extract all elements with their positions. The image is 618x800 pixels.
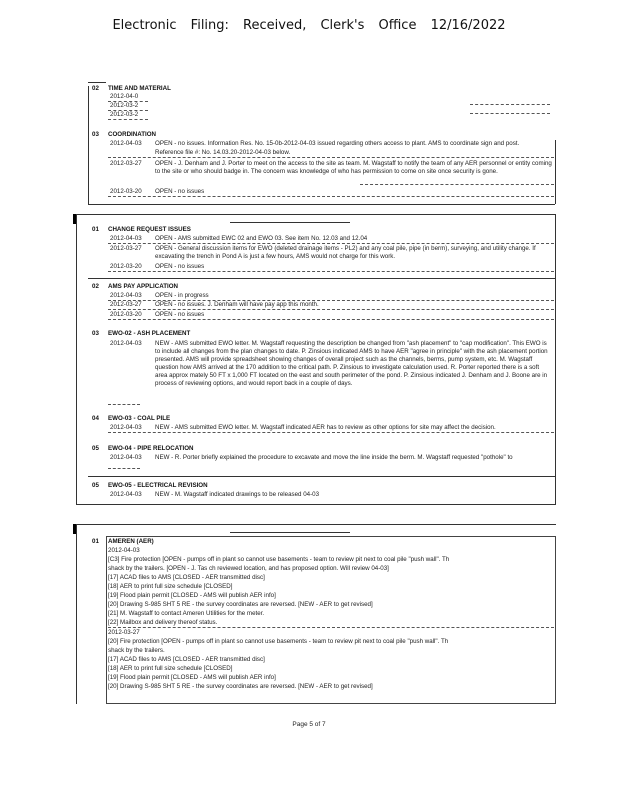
item-number: 03 (92, 131, 99, 138)
item-note: OPEN - General discussion items for EWO (deleted drainage items - PL2) and any coal pile, pipe (in berm), surveying, and utility change. If excavating the trench in Pond A is just a few hours, AMS would not charge for this work. (155, 245, 536, 260)
list-item: [C3] Fire protection [OPEN - pumps off in plant so cannot use basements - team to review pit next to coal pile "push wall". Th (108, 556, 450, 563)
list-item: [17] ACAD files to AMS [CLOSED - AER transmitted disc] (108, 574, 265, 581)
divider (108, 468, 140, 469)
section-2-bottom-rule (76, 504, 556, 505)
item-number: 01 (92, 538, 99, 545)
divider (108, 110, 148, 111)
section-1-bottom-rule (88, 204, 555, 205)
divider (88, 476, 555, 477)
page-number: Page 5 of 7 (292, 721, 326, 728)
item-note: OPEN - no issues (155, 311, 205, 318)
item-title: COORDINATION (108, 131, 157, 138)
item-number: 01 (92, 226, 99, 233)
section-1-top-rule (88, 82, 106, 83)
item-note: OPEN - AMS submitted EWC 02 and EWO 03. See item No. 12.03 and 12.04 (155, 235, 368, 242)
divider (230, 222, 350, 223)
item-number: 02 (92, 85, 99, 92)
divider (108, 196, 554, 197)
item-note: OPEN - J. Denham and J. Porter to meet on the access to the site as team. M. Wagstaff to notify the team of any AER personnel or entity coming to the site or who should badge in. The concern was knowledge of who has permission to come on site once security is gone. (155, 160, 552, 175)
item-note: NEW - R. Porter briefly explained the procedure to excavate and move the line inside the berm. M. Wagstaff requested "pothole" to (155, 454, 513, 461)
item-date: 2012-04-03 (110, 454, 142, 461)
divider (108, 101, 148, 102)
list-item: [21] M. Wagstaff to contact Ameren Utilities for the meter. (108, 610, 265, 617)
section-1-left-rule (88, 86, 89, 204)
item-date: 2012-04-0 (110, 93, 139, 100)
divider (230, 532, 350, 533)
item-note: NEW - AMS submitted EWO letter. M. Wagstaff indicated AER has to review as other options for site may affect the decision. (155, 424, 496, 431)
divider (470, 113, 550, 114)
item-title: EWO-05 - ELECTRICAL REVISION (108, 482, 208, 489)
item-number: 04 (92, 415, 99, 422)
list-item: [19] Flood plain permit [CLOSED - AMS will publish AER info] (108, 674, 276, 681)
item-title: AMEREN (AER) (108, 538, 154, 545)
list-item: [20] Drawing S-985 SHT 5 RE - the survey coordinates are reversed. [NEW - AER to get revised] (108, 601, 373, 608)
item-date: 2012-04-03 (110, 491, 142, 498)
divider (88, 278, 555, 279)
divider (360, 184, 554, 185)
item-date: 2012-04-03 (108, 547, 140, 554)
item-note: OPEN - no issues. J. Denham will have pay app this month. (155, 301, 319, 308)
item-date: 2012-04-03 (110, 235, 142, 242)
list-item: [17] ACAD files to AMS [CLOSED - AER transmitted disc] (108, 656, 265, 663)
item-number: 05 (92, 445, 99, 452)
item-note: OPEN - no issues (155, 263, 205, 270)
divider (470, 104, 550, 105)
item-title: TIME AND MATERIAL (108, 85, 171, 92)
list-item: [18] AER to print full size schedule [CLOSED] (108, 583, 233, 590)
item-title: EWO-04 - PIPE RELOCATION (108, 445, 194, 452)
item-date: 2012-03-27 (110, 245, 142, 252)
section-2-left-rule (76, 214, 77, 504)
divider (108, 271, 554, 272)
filing-stamp-header: Electronic Filing: Received, Clerk's Office 12/16/2022 (112, 18, 506, 33)
item-title: EWO-02 - ASH PLACEMENT (108, 330, 191, 337)
list-item: [19] Flood plain permit [CLOSED - AMS will publish AER info] (108, 592, 276, 599)
divider (108, 243, 554, 244)
list-item: [18] AER to print full size schedule [CLOSED] (108, 665, 233, 672)
item-date: 2012-04-03 (110, 140, 142, 147)
item-note: OPEN - no issues (155, 188, 205, 195)
divider (108, 627, 554, 628)
item-date: 2012-04-03 (110, 340, 142, 347)
item-title: EWO-03 - COAL PILE (108, 415, 171, 422)
item-note: NEW - AMS submitted EWO letter. M. Wagstaff requesting the description be changed from "ash placement" to "cap modification". This EWO is to include all changes from the plan changes to date. P. Zinsious indicated AMS to have AER "agree in principle" with the ash placement portion presented. AMS will provide spreadsheet showing changes of overall project such as the channels, berms, pump system, etc. M. Wagstaff question how AMS arrived at the 170 addition to the critical path. P. Zinsious to investigate calculation used. R. Porter reported there is a soft area approx mately 50 FT x 1,000 FT located on the east and south perimeter of the pond. P. Zinsious indicated J. Denham and J. Boone are in process of reviewing options, and would report back in a couple of days. (155, 340, 548, 387)
item-date: 2012-03-27 (110, 160, 142, 167)
item-title: CHANGE REQUEST ISSUES (108, 226, 191, 233)
item-date: 2012-03-2 (110, 111, 139, 118)
item-note: OPEN - no issues. Information Res. No. 15-0b-2012-04-03 issued regarding others access to plant. AMS to coordinate sign and post. (155, 140, 520, 147)
list-item: shack by the trailers. (108, 647, 165, 654)
list-item: [22] Mailbox and delivery thereof status. (108, 619, 218, 626)
item-date: 2012-04-03 (110, 292, 142, 299)
section-3-top-rule (76, 524, 556, 525)
item-date: 2012-03-20 (110, 188, 142, 195)
item-note: OPEN - in progress (155, 292, 209, 299)
item-number: 03 (92, 330, 99, 337)
divider (108, 309, 554, 310)
item-note: NEW - M. Wagstaff indicated drawings to be released 04-03 (155, 491, 320, 498)
item-date: 2012-03-20 (110, 263, 142, 270)
item-title: AMS PAY APPLICATION (108, 283, 179, 290)
list-item: [20] Drawing S-985 SHT 5 RE - the survey coordinates are reversed. [NEW - AER to get revised] (108, 683, 373, 690)
divider (108, 319, 554, 320)
item-date: 2012-03-27 (110, 301, 142, 308)
item-date: 2012-03-2 (110, 102, 139, 109)
section-2-top-rule (76, 214, 556, 215)
list-item: shack by the trailers. [OPEN - J. Tas ch reviewed location, and has proposed option. Will review 04-03] (108, 565, 389, 572)
divider (108, 119, 148, 120)
item-date: 2012-03-27 (108, 629, 140, 636)
section-1-right-rule (555, 140, 556, 204)
divider (108, 404, 140, 405)
item-number: 05 (92, 482, 99, 489)
item-note: Reference file #: No. 14.03.20-2012-04-03 below. (155, 149, 291, 156)
item-date: 2012-03-20 (110, 311, 142, 318)
section-2-right-rule (555, 214, 556, 504)
section-3-left-rule (76, 524, 77, 704)
item-date: 2012-04-03 (110, 424, 142, 431)
divider (108, 432, 554, 433)
list-item: [20] Fire protection [OPEN - pumps off in plant so cannot use basements - team to review pit next to coal pile "push wall". Th (108, 638, 449, 645)
item-number: 02 (92, 283, 99, 290)
divider (108, 157, 554, 158)
